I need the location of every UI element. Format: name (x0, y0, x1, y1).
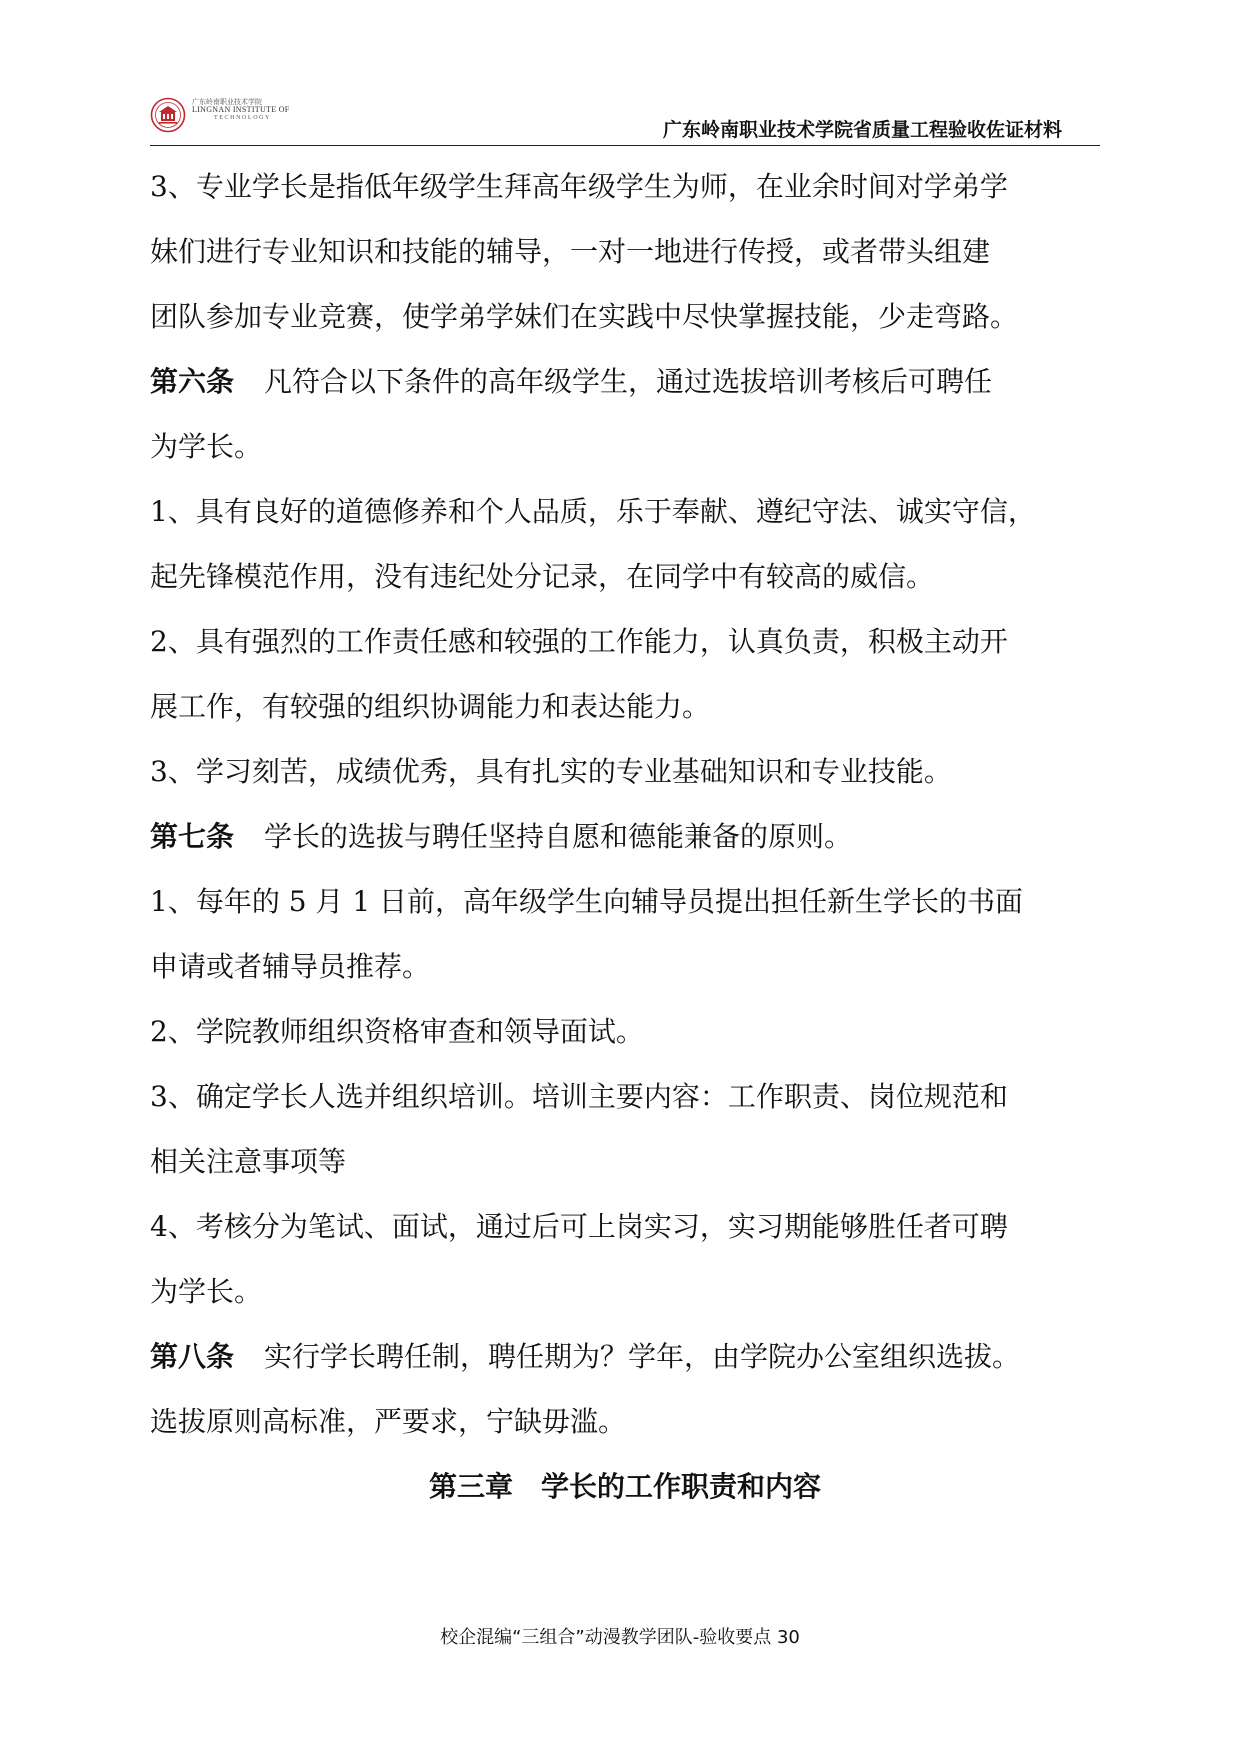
body-line (150, 934, 1100, 999)
article-heading: 第六条 (150, 365, 235, 398)
page-footer: 校企混编“三组合”动漫教学团队-验收要点 30 (440, 1627, 800, 1648)
body-line (150, 739, 1100, 804)
body-line (150, 1064, 1100, 1129)
line-text: 1、具有良好的道德修养和个人品质，乐于奉献、遵纪守法、诚实守信， (150, 495, 1036, 528)
article-8-line (150, 1324, 1100, 1389)
article-6-line (150, 349, 1100, 414)
body-line (150, 284, 1100, 349)
body-line (150, 544, 1100, 609)
body-line (150, 1259, 1100, 1324)
line-text: 4、考核分为笔试、面试，通过后可上岗实习，实习期能够胜任者可聘 (150, 1210, 1008, 1243)
line-text: 2、具有强烈的工作责任感和较强的工作能力，认真负责，积极主动开 (150, 625, 1008, 658)
line-text: 相关注意事项等 (150, 1145, 347, 1178)
line-text: 1、每年的 5 月 1 日前，高年级学生向辅导员提出担任新生学长的书面 (150, 885, 1024, 918)
body-line (150, 219, 1100, 284)
institute-logo-text (192, 99, 290, 121)
body-line (150, 869, 1100, 934)
line-text: 2、学院教师组织资格审查和领导面试。 (150, 1015, 644, 1048)
line-text: 为学长。 (150, 430, 263, 463)
institute-logo-icon (150, 97, 186, 133)
body-line (150, 1389, 1100, 1454)
line-text: 3、专业学长是指低年级学生拜高年级学生为师，在业余时间对学弟学 (150, 170, 1008, 203)
document-body (150, 154, 1100, 1519)
line-text: 3、确定学长人选并组织培训。培训主要内容：工作职责、岗位规范和 (150, 1080, 1008, 1113)
article-heading: 第七条 (150, 820, 235, 853)
line-text: 选拔原则高标准，严要求，宁缺毋滥。 (150, 1405, 627, 1438)
logo-chinese-name: 广东岭南职业技术学院 (192, 99, 262, 106)
header-title: 广东岭南职业技术学院省质量工程验收佐证材料 (662, 119, 1062, 141)
logo-english-name-line2: TECHNOLOGY (214, 114, 271, 121)
article-7-line (150, 804, 1100, 869)
line-text: 团队参加专业竞赛，使学弟学妹们在实践中尽快掌握技能，少走弯路。 (150, 300, 1019, 333)
body-line (150, 479, 1100, 544)
body-line (150, 609, 1100, 674)
body-line (150, 1129, 1100, 1194)
body-line (150, 999, 1100, 1064)
line-text: 妹们进行专业知识和技能的辅导，一对一地进行传授，或者带头组建 (150, 235, 991, 268)
body-line (150, 154, 1100, 219)
body-line (150, 1194, 1100, 1259)
line-text: 申请或者辅导员推荐。 (150, 950, 431, 983)
logo-english-name: LINGNAN INSTITUTE OF (192, 105, 290, 115)
line-text: 凡符合以下条件的高年级学生，通过选拔培训考核后可聘任 (264, 365, 993, 398)
line-text: 展工作，有较强的组织协调能力和表达能力。 (150, 690, 711, 723)
line-text: 起先锋模范作用，没有违纪处分记录，在同学中有较高的威信。 (150, 560, 935, 593)
line-text: 实行学长聘任制，聘任期为？学年，由学院办公室组织选拔。 (264, 1340, 1021, 1373)
line-text: 3、学习刻苦，成绩优秀，具有扎实的专业基础知识和专业技能。 (150, 755, 952, 788)
chapter-title: 第三章 学长的工作职责和内容 (428, 1470, 821, 1503)
page-header (150, 95, 1100, 146)
line-text: 学长的选拔与聘任坚持自愿和德能兼备的原则。 (264, 820, 853, 853)
line-text: 为学长。 (150, 1275, 263, 1308)
article-heading: 第八条 (150, 1340, 235, 1373)
body-line (150, 674, 1100, 739)
body-line (150, 414, 1100, 479)
